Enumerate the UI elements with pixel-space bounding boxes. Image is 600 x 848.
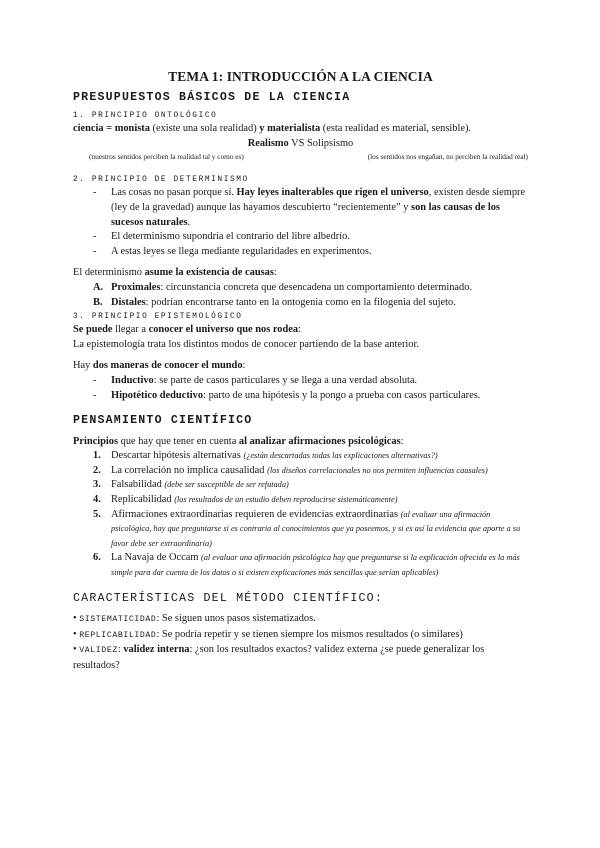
text: : ¿son los resultados exactos? validez externa ¿se puede generalizar los resultados? — [73, 644, 485, 671]
note-italic: (los diseños correlacionales no nos permiten influencias causales) — [267, 465, 488, 475]
text: : Se podría repetir y se tienen siempre los mismos resultados (o similares) — [156, 628, 463, 640]
list-item — [93, 281, 528, 296]
text: : se parte de casos particulares y se llega a una verdad absoluta. — [153, 374, 418, 386]
text: : parto de una hipótesis y la pongo a prueba con casos particulares. — [203, 389, 481, 401]
text: : — [242, 360, 246, 372]
text-bold: validez interna — [123, 644, 190, 656]
list-item: - El determinismo supondría el contrario del libre albedrío. — [93, 230, 528, 245]
text: : podrían encontrarse tanto en la ontogenia como en la filogenia del sujeto. — [145, 296, 456, 308]
realismo-notes — [89, 152, 528, 162]
text: Replicabilidad — [111, 494, 175, 506]
bullet-replicabilidad: • REPLICABILIDAD: Se podría repetir y se tienen siempre los mismos resultados (o similares) — [73, 628, 463, 640]
list-marker: A. — [93, 281, 104, 293]
list-item — [93, 296, 528, 311]
causas-list — [73, 281, 528, 310]
determinismo-list — [73, 186, 528, 259]
text-bold: ciencia = monista — [73, 123, 150, 135]
note-italic: (al evaluar una afirmación psicológica hay que preguntarse si la explicación ofrecida es la más simple para dar cuenta de los datos o si existen explicaciones más sencillas que serían aplicables) — [111, 553, 520, 578]
text-bold: son las causas de los sucesos naturales — [111, 201, 500, 228]
text: La correlación no implica causalidad — [111, 464, 268, 476]
text-bold: y materialista — [259, 123, 321, 135]
list-item: - A estas leyes se llega mediante regularidades en experimentos. — [93, 245, 528, 260]
keyword: VALIDEZ — [79, 646, 118, 656]
list-item — [93, 551, 528, 580]
list-item — [93, 389, 528, 404]
list-marker: 2. — [93, 464, 101, 476]
text: El determinismo — [73, 267, 145, 279]
epistemo-line-2: La epistemología trata los distintos modos de conocer partiendo de la base anterior. — [73, 338, 419, 350]
keyword: REPLICABILIDAD — [79, 630, 157, 640]
note-italic: (debe ser susceptible de ser refutada) — [164, 480, 289, 490]
list-marker: 5. — [93, 508, 101, 520]
bullet-validez: • VALIDEZ: validez interna: ¿son los resultados exactos? validez externa ¿se puede generalizar los resultados? — [73, 644, 485, 671]
note-right: (los sentidos nos engañan, no perciben la realidad real) — [367, 152, 528, 162]
text-bold: Se puede — [73, 324, 113, 336]
list-item — [93, 186, 528, 230]
note-left: (nuestros sentidos perciben la realidad tal y como es) — [89, 152, 244, 162]
list-marker: 4. — [93, 494, 101, 506]
maneras-list — [73, 374, 528, 403]
text: . — [187, 216, 191, 228]
text: (esta realidad es material, sensible). — [320, 123, 472, 135]
note-italic: (¿están descartadas todas las explicaciones alternativas?) — [243, 451, 438, 461]
section-heading-presupuestos: PRESUPUESTOS BÁSICOS DE LA CIENCIA — [73, 90, 351, 104]
text-bold: Distales — [111, 296, 146, 308]
epistemo-line-3 — [73, 359, 528, 374]
list-item — [93, 493, 528, 508]
list-item — [93, 449, 528, 464]
list-marker: B. — [93, 296, 103, 308]
realismo-line — [73, 137, 528, 152]
subheading-ontologico: 1. PRINCIPIO ONTOLÓGICO — [73, 112, 218, 121]
text: , existen desde siempre (ley de la gravedad) aunque las hayamos descubierto “recientemente” y — [111, 187, 526, 213]
epistemo-line-1 — [73, 323, 528, 338]
list-item — [93, 464, 528, 479]
text-bold: Hay leyes inalterables que rigen el universo — [236, 187, 429, 199]
text-bold: asume la existencia de causas — [144, 267, 274, 279]
text-bold: Proximales — [111, 281, 161, 293]
text-bold: dos maneras de conocer el mundo — [92, 360, 243, 372]
text: Hay — [73, 360, 93, 372]
subheading-determinismo: 2. PRINCIPIO DE DETERMINISMO — [73, 176, 249, 185]
text: : Se siguen unos pasos sistematizados. — [156, 613, 316, 625]
text-bold: Hipotético deductivo — [111, 389, 204, 401]
list-marker: 1. — [93, 450, 101, 462]
principios-intro — [73, 435, 528, 450]
text: llegar a — [112, 324, 149, 336]
list-marker: 3. — [93, 479, 101, 491]
ontologico-definition — [73, 122, 528, 137]
section-heading-caracteristicas: CARACTERÍSTICAS DEL MÉTODO CIENTÍFICO: — [73, 591, 383, 605]
text: que hay que tener en cuenta — [118, 435, 239, 447]
text: (existe una sola realidad) — [149, 123, 260, 135]
page-title: TEMA 1: INTRODUCCIÓN A LA CIENCIA — [168, 69, 433, 84]
text: : circunstancia concreta que desencadena un comportamiento determinado. — [160, 281, 473, 293]
keyword: SISTEMATICIDAD — [79, 615, 157, 625]
principios-list — [73, 449, 528, 580]
text: Afirmaciones extraordinarias requieren de evidencias extraordinarias — [111, 508, 401, 520]
text-bold: al analizar afirmaciones psicológicas — [238, 435, 401, 447]
causas-intro — [73, 266, 528, 281]
note-italic: (los resultados de un estudio deben reproducirse sistemáticamente) — [174, 495, 398, 505]
text: Las cosas no pasan porque sí. — [111, 187, 237, 199]
text: Falsabilidad — [111, 479, 165, 491]
list-item — [93, 374, 528, 389]
text-bold: Principios — [73, 435, 119, 447]
list-marker: 6. — [93, 552, 101, 564]
note-italic: (al evaluar una afirmación psicológica, hay que preguntarse si es contraria al conocimientos que ya poseemos, y si es así la evidencia que aporte a su favor debe ser extraordinaria) — [111, 509, 521, 548]
text: Descartar hipótesis alternativas — [111, 450, 244, 462]
bullet-sistematicidad: • SISTEMATICIDAD: Se siguen unos pasos sistematizados. — [73, 613, 316, 625]
text: VS Solipsismo — [288, 137, 354, 149]
text-bold: Realismo — [247, 137, 289, 149]
document-page — [73, 70, 528, 674]
text: : — [298, 324, 301, 336]
text: La Navaja de Occam — [111, 552, 201, 564]
text-bold: Inductivo — [111, 374, 154, 386]
section-heading-pensamiento: PENSAMIENTO CIENTÍFICO — [73, 414, 253, 428]
text: : — [273, 267, 277, 279]
list-item — [93, 478, 528, 493]
text-bold: conocer el universo que nos rodea — [148, 324, 299, 336]
text: : — [117, 644, 124, 656]
text: : — [400, 435, 404, 447]
subheading-epistemologico: 3. PRINCIPIO EPISTEMOLÓGICO — [73, 313, 243, 322]
list-item — [93, 508, 528, 552]
